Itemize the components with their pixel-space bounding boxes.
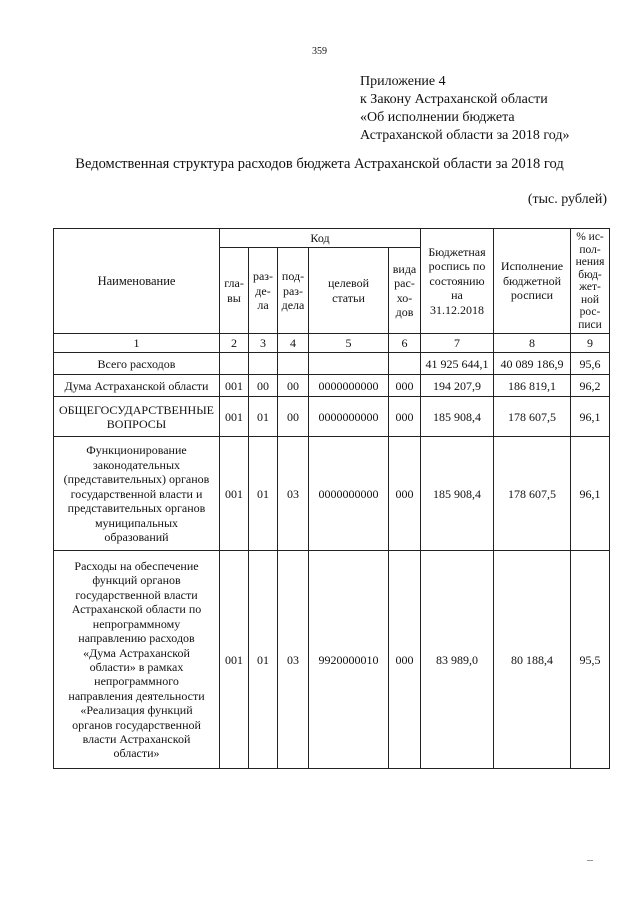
text-line: бюд- <box>578 268 602 281</box>
row-celevaya: 0000000000 <box>309 375 389 397</box>
text-line: целевой <box>327 276 370 291</box>
header-name: Наименование <box>54 229 220 334</box>
text-line: непрограммному <box>92 616 181 631</box>
row-podrazdel: 03 <box>278 437 309 551</box>
header-row <box>54 229 610 248</box>
row-rospis: 185 908,4 <box>421 397 494 437</box>
table-row <box>54 375 610 397</box>
text-line: Исполнение <box>500 259 564 274</box>
row-celevaya: 0000000000 <box>309 397 389 437</box>
header-kod: Код <box>220 229 421 248</box>
text-line: раз- <box>252 269 274 284</box>
row-percent: 95,6 <box>571 353 610 375</box>
text-line: состоянию <box>429 273 485 288</box>
text-line: направлению расходов <box>78 631 195 646</box>
budget-table <box>53 228 610 769</box>
row-podrazdel: 00 <box>278 375 309 397</box>
column-number: 7 <box>421 334 494 353</box>
column-number: 1 <box>54 334 220 353</box>
row-glava: 001 <box>220 397 249 437</box>
header-glava <box>220 248 249 334</box>
text-line: государственной власти и <box>70 486 203 501</box>
document-title: Ведомственная структура расходов бюджета Астраханской области за 2018 год <box>75 156 564 172</box>
text-line: образований <box>104 529 169 544</box>
text-line: непрограммного <box>94 674 179 689</box>
text-line: 31.12.2018 <box>430 302 484 317</box>
table-row <box>54 437 610 551</box>
appendix-line: Приложение 4 <box>360 74 446 89</box>
text-line: (представительных) органов <box>63 472 210 487</box>
text-line: роспись по <box>428 259 486 274</box>
row-vid <box>389 353 421 375</box>
header-ispolnenie <box>494 229 571 334</box>
text-line: законодательных <box>93 457 180 472</box>
text-line: под- <box>281 269 305 284</box>
row-ispolnenie: 178 607,5 <box>494 397 571 437</box>
page-number: 359 <box>312 46 327 57</box>
text-line: дела <box>281 297 305 312</box>
text-line: ВОПРОСЫ <box>106 416 167 431</box>
text-line: Дума Астраханской области <box>64 378 209 393</box>
row-name <box>54 397 220 437</box>
row-razdel: 01 <box>249 551 278 769</box>
column-number: 5 <box>309 334 389 353</box>
appendix-line: к Закону Астраханской области <box>360 92 548 107</box>
row-vid: 000 <box>389 397 421 437</box>
text-line: области» в рамках <box>89 659 184 674</box>
header-rospis <box>421 229 494 334</box>
row-podrazdel <box>278 353 309 375</box>
text-line: Расходы на обеспечение <box>74 559 199 574</box>
row-rospis: 41 925 644,1 <box>421 353 494 375</box>
text-line: росписи <box>510 288 554 303</box>
text-line: области» <box>113 746 160 761</box>
text-line: дов <box>395 305 414 320</box>
row-vid: 000 <box>389 375 421 397</box>
header-podrazdel <box>278 248 309 334</box>
margin-mark <box>587 860 593 861</box>
text-line: рос- <box>579 306 601 318</box>
header-vid <box>389 248 421 334</box>
row-vid: 000 <box>389 437 421 551</box>
row-name <box>54 375 220 397</box>
row-name <box>54 353 220 375</box>
table-row <box>54 353 610 375</box>
text-line: хо- <box>396 290 413 305</box>
column-number: 4 <box>278 334 309 353</box>
column-number: 3 <box>249 334 278 353</box>
column-number: 2 <box>220 334 249 353</box>
row-razdel: 01 <box>249 397 278 437</box>
row-ispolnenie: 186 819,1 <box>494 375 571 397</box>
text-line: статьи <box>332 290 365 305</box>
text-line: органов государственной <box>72 717 201 732</box>
header-percent <box>571 229 610 334</box>
text-line: гла- <box>224 276 244 291</box>
row-razdel: 00 <box>249 375 278 397</box>
text-line: ла <box>257 297 269 312</box>
units-label: (тыс. рублей) <box>527 192 607 207</box>
text-line: Функционирование <box>86 443 187 458</box>
text-line: де- <box>255 283 271 298</box>
text-line: ОБЩЕГОСУДАРСТВЕННЫЕ <box>58 402 215 417</box>
row-glava: 001 <box>220 551 249 769</box>
row-percent: 96,1 <box>571 397 610 437</box>
text-line: рас- <box>394 276 415 291</box>
text-line: вы <box>227 290 241 305</box>
text-line: «Реализация функций <box>80 703 193 718</box>
table-row <box>54 551 610 769</box>
text-line: жет- <box>579 281 601 293</box>
row-celevaya <box>309 353 389 375</box>
row-ispolnenie: 178 607,5 <box>494 437 571 551</box>
row-rospis: 83 989,0 <box>421 551 494 769</box>
row-ispolnenie: 40 089 186,9 <box>494 353 571 375</box>
text-line: власти Астраханской <box>82 731 191 746</box>
text-line: функций органов <box>92 573 181 588</box>
column-number: 8 <box>494 334 571 353</box>
text-line: пол- <box>579 243 601 256</box>
text-line: % ис- <box>576 231 604 243</box>
text-line: ной <box>580 293 600 306</box>
text-line: вида <box>392 261 417 276</box>
text-line: «Дума Астраханской <box>83 645 190 660</box>
row-razdel <box>249 353 278 375</box>
row-percent: 95,5 <box>571 551 610 769</box>
column-number-row <box>54 334 610 353</box>
text-line: писи <box>578 318 602 331</box>
column-number: 6 <box>389 334 421 353</box>
row-glava: 001 <box>220 375 249 397</box>
row-celevaya: 0000000000 <box>309 437 389 551</box>
text-line: бюджетной <box>502 273 562 288</box>
row-ispolnenie: 80 188,4 <box>494 551 571 769</box>
text-line: нения <box>575 256 605 268</box>
row-podrazdel: 03 <box>278 551 309 769</box>
text-line: представительных органов <box>67 501 206 516</box>
row-celevaya: 9920000010 <box>309 551 389 769</box>
text-line: муниципальных <box>94 515 179 530</box>
row-name <box>54 437 220 551</box>
row-name <box>54 551 220 769</box>
row-rospis: 194 207,9 <box>421 375 494 397</box>
row-razdel: 01 <box>249 437 278 551</box>
row-podrazdel: 00 <box>278 397 309 437</box>
row-percent: 96,1 <box>571 437 610 551</box>
text-line: раз- <box>282 283 304 298</box>
text-line: Бюджетная <box>428 244 486 259</box>
appendix-block <box>360 73 569 145</box>
text-line: Всего расходов <box>97 356 176 371</box>
row-glava <box>220 353 249 375</box>
text-line: государственной власти <box>75 587 198 602</box>
text-line: на <box>451 288 463 303</box>
table-row <box>54 397 610 437</box>
appendix-line: «Об исполнении бюджета <box>360 110 515 125</box>
row-rospis: 185 908,4 <box>421 437 494 551</box>
row-percent: 96,2 <box>571 375 610 397</box>
column-number: 9 <box>571 334 610 353</box>
appendix-line: Астраханской области за 2018 год» <box>360 128 570 143</box>
row-vid: 000 <box>389 551 421 769</box>
row-glava: 001 <box>220 437 249 551</box>
text-line: направления деятельности <box>68 688 205 703</box>
header-celevaya <box>309 248 389 334</box>
text-line: Астраханской области по <box>71 602 202 617</box>
header-razdel <box>249 248 278 334</box>
